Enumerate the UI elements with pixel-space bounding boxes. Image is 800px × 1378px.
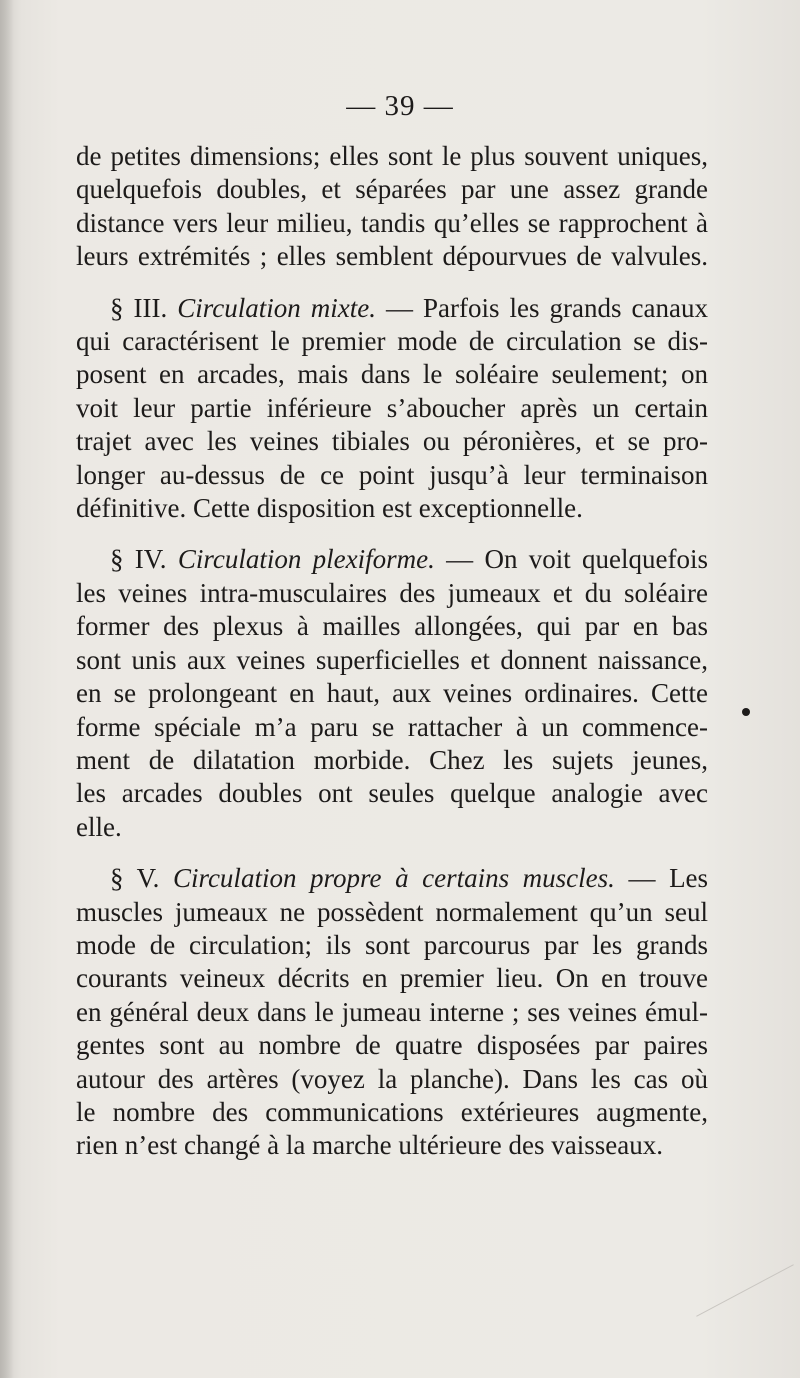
text-line: posent en arcades, mais dans le soléaire seulement; on xyxy=(76,359,708,390)
section-first-line-text: — Parfois les grands canaux xyxy=(386,292,709,323)
text-line: distance vers leur milieu, tandis qu’elles se rapprochent à xyxy=(76,207,708,238)
paragraph-continuation xyxy=(76,140,708,274)
text-line: trajet avec les veines tibiales ou péronières, et se pro- xyxy=(76,426,708,457)
section-circulation-plexiforme xyxy=(76,543,708,844)
text-line: en général deux dans le jumeau interne ; ses veines émul- xyxy=(76,996,708,1027)
text-line: ment de dilatation morbide. Chez les sujets jeunes, xyxy=(76,744,708,775)
text-line: sont unis aux veines superficielles et donnent naissance, xyxy=(76,644,708,675)
section-first-line-text: — On voit quelquefois xyxy=(446,544,709,575)
section-title: Circulation mixte. xyxy=(177,292,377,323)
section-number: § IV. xyxy=(110,544,167,575)
text-line: quelquefois doubles, et séparées par une assez grande xyxy=(76,174,708,205)
text-line: rien n’est changé à la marche ultérieure des vaisseaux. xyxy=(76,1130,663,1161)
section-circulation-propre xyxy=(76,862,708,1163)
text-line: muscles jumeaux ne possèdent normalement qu’un seul xyxy=(76,896,708,927)
text-line: elle. xyxy=(76,811,122,842)
body-text xyxy=(76,140,708,1163)
page-binding-shadow xyxy=(0,0,14,1378)
text-line: les arcades doubles ont seules quelque analogie avec xyxy=(76,778,708,809)
section-first-line xyxy=(76,292,708,325)
section-first-line xyxy=(76,543,708,576)
text-line: courants veineux décrits en premier lieu. On en trouve xyxy=(76,963,708,994)
text-line: le nombre des communications extérieures augmente, xyxy=(76,1096,708,1127)
paper-crease xyxy=(696,1264,794,1317)
page-number: — 39 — xyxy=(346,90,454,122)
text-line: les veines intra-musculaires des jumeaux et du soléaire xyxy=(76,577,708,608)
text-line: de petites dimensions; elles sont le plus souvent uniques, xyxy=(76,141,708,171)
text-line: longer au-dessus de ce point jusqu’à leur terminaison xyxy=(76,459,708,490)
section-circulation-mixte xyxy=(76,292,708,526)
text-line: forme spéciale m’a paru se rattacher à un commence- xyxy=(76,711,708,742)
text-line: en se prolongeant en haut, aux veines ordinaires. Cette xyxy=(76,678,708,709)
text-line: qui caractérisent le premier mode de circulation se dis- xyxy=(76,326,708,357)
section-number: § V. xyxy=(110,863,160,894)
section-title: Circulation plexiforme. xyxy=(177,544,435,575)
text-line: définitive. Cette disposition est exceptionnelle. xyxy=(76,493,583,524)
text-line: leurs extrémités ; elles semblent dépourvues de valvules. xyxy=(76,241,708,272)
text-line: autour des artères (voyez la planche). Dans les cas où xyxy=(76,1063,708,1094)
section-first-line xyxy=(76,862,708,895)
text-line: former des plexus à mailles allongées, qui par en bas xyxy=(76,611,708,642)
section-title: Circulation propre à certains muscles. xyxy=(172,863,615,894)
section-number: § III. xyxy=(110,292,168,323)
text-line: voit leur partie inférieure s’aboucher après un certain xyxy=(76,392,708,423)
section-first-line-text: — Les xyxy=(628,863,709,894)
ink-spot xyxy=(742,708,750,716)
text-line: gentes sont au nombre de quatre disposées par paires xyxy=(76,1030,708,1061)
text-line: mode de circulation; ils sont parcourus par les grands xyxy=(76,929,708,960)
